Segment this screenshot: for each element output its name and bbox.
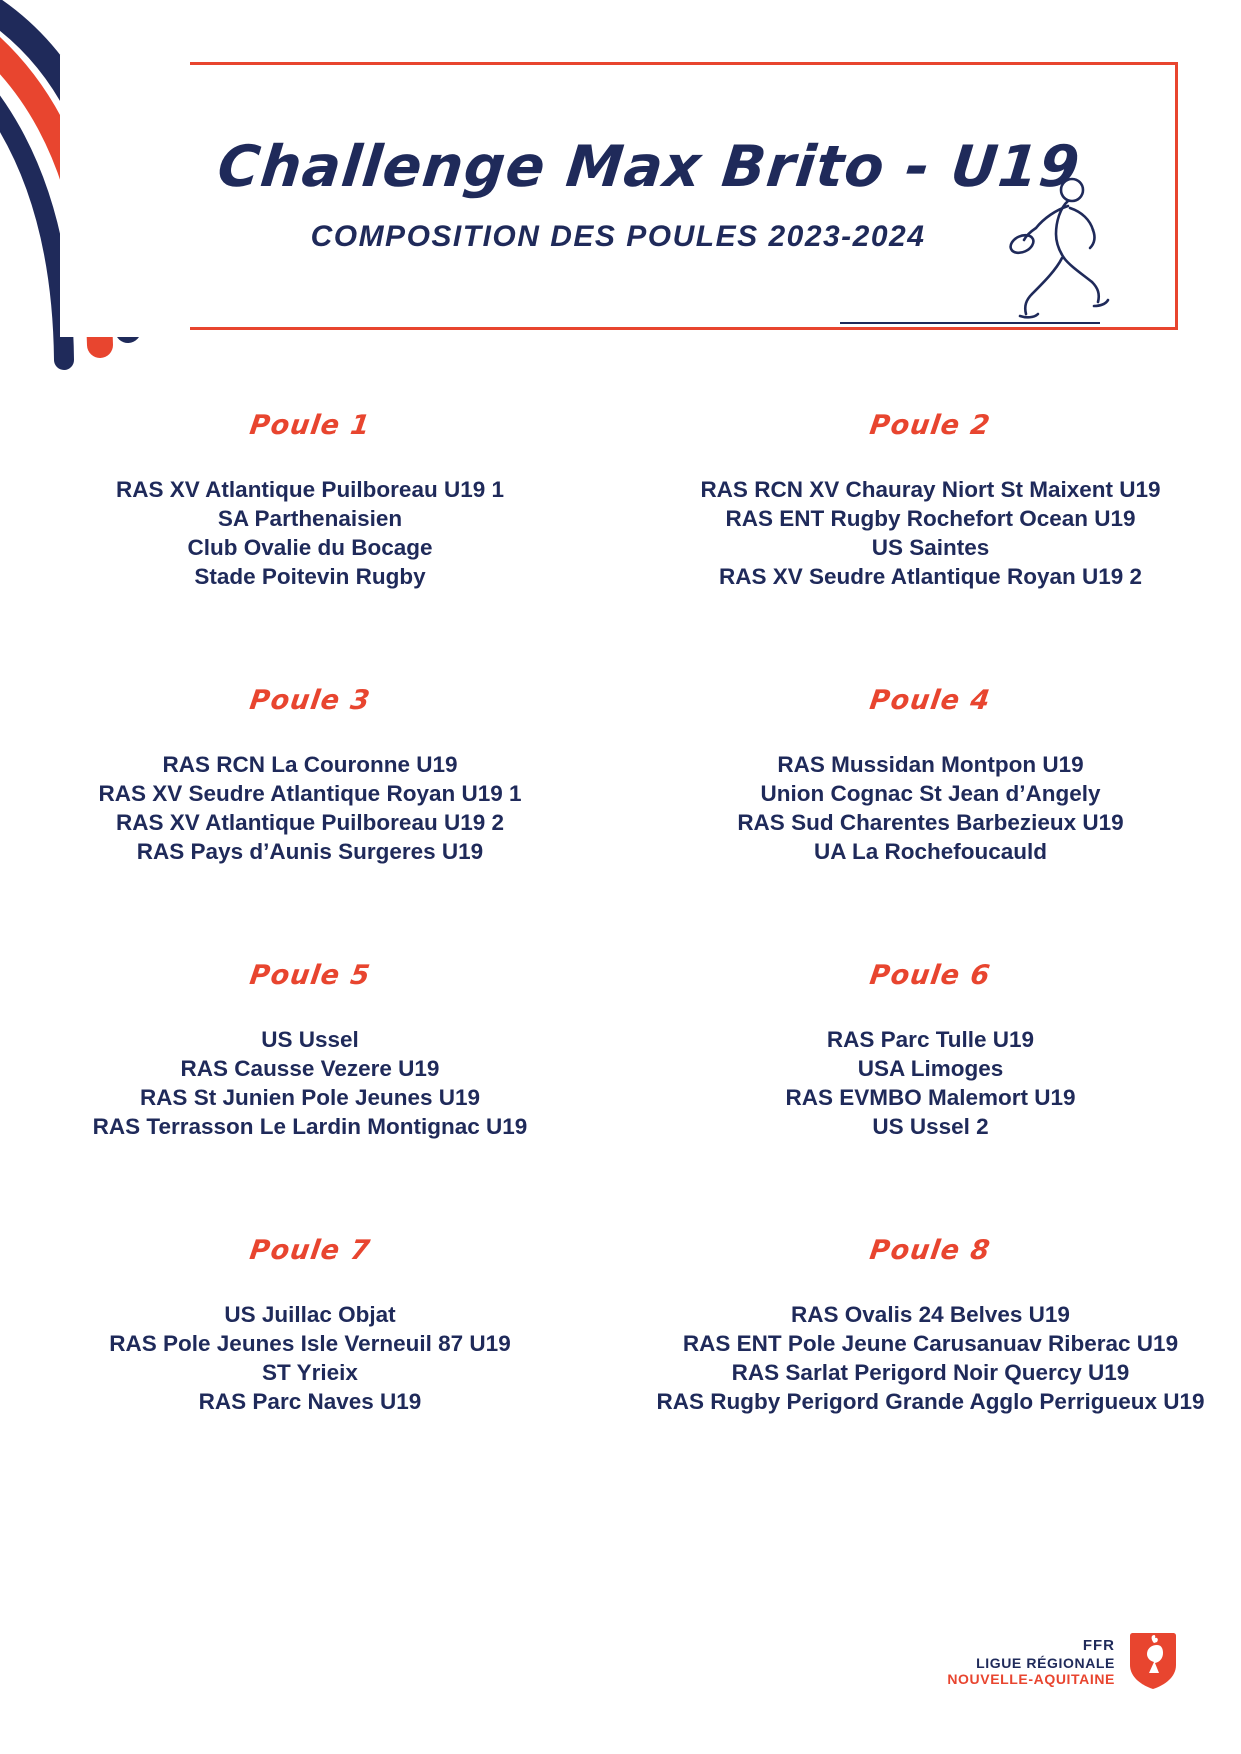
pool-3 [0, 675, 620, 950]
ffr-rooster-icon [1127, 1629, 1179, 1696]
footer-logo [947, 1629, 1179, 1696]
pool-5 [0, 950, 620, 1225]
list-item: RAS XV Atlantique Puilboreau U19 2 [116, 810, 504, 835]
pool-title: Poule 7 [247, 1235, 373, 1266]
list-item: RAS Sarlat Perigord Noir Quercy U19 [731, 1360, 1130, 1385]
list-item: UA La Rochefoucauld [814, 839, 1047, 864]
page-title: Challenge Max Brito - U19 [214, 134, 1084, 200]
footer-ffr-label: FFR [1082, 1637, 1115, 1655]
list-item: RAS XV Seudre Atlantique Royan U19 1 [98, 781, 522, 806]
list-item: RAS Pays d’Aunis Surgeres U19 [136, 839, 484, 864]
pool-team-list [620, 1025, 1241, 1141]
pool-team-list [0, 1025, 620, 1141]
list-item: RAS XV Atlantique Puilboreau U19 1 [116, 477, 504, 502]
list-item: RAS Mussidan Montpon U19 [777, 752, 1084, 777]
pool-team-list [0, 475, 620, 591]
list-item: RAS Pole Jeunes Isle Verneuil 87 U19 [109, 1331, 511, 1356]
list-item: USA Limoges [857, 1056, 1004, 1081]
list-item: RAS Causse Vezere U19 [180, 1056, 440, 1081]
pools-grid [0, 400, 1241, 1500]
footer-league-line1: LIGUE RÉGIONALE [976, 1654, 1115, 1671]
list-item: RAS St Junien Pole Jeunes U19 [139, 1085, 481, 1110]
pool-team-list [620, 750, 1241, 866]
list-item: RAS Rugby Perigord Grande Agglo Perrigueux U19 [656, 1389, 1205, 1414]
list-item: RAS Sud Charentes Barbezieux U19 [737, 810, 1124, 835]
pool-1 [0, 400, 620, 675]
pool-team-list [620, 1300, 1241, 1416]
footer-league-line2: NOUVELLE-AQUITAINE [947, 1671, 1115, 1688]
list-item: RAS RCN XV Chauray Niort St Maixent U19 [700, 477, 1161, 502]
pool-title: Poule 5 [247, 960, 373, 991]
list-item: RAS ENT Pole Jeune Carusanuav Riberac U19 [682, 1331, 1179, 1356]
list-item: RAS Terrasson Le Lardin Montignac U19 [92, 1114, 528, 1139]
pool-6 [620, 950, 1241, 1225]
pool-4 [620, 675, 1241, 950]
page-subtitle: COMPOSITION DES POULES 2023-2024 [310, 220, 926, 253]
pool-title: Poule 3 [247, 685, 373, 716]
list-item: RAS Parc Tulle U19 [826, 1027, 1035, 1052]
list-item: RAS RCN La Couronne U19 [162, 752, 458, 777]
list-item: US Saintes [871, 535, 990, 560]
header-underline [840, 322, 1100, 324]
pool-8 [620, 1225, 1241, 1500]
footer-text [947, 1637, 1115, 1688]
list-item: Stade Poitevin Rugby [194, 564, 426, 589]
list-item: RAS Ovalis 24 Belves U19 [791, 1302, 1070, 1327]
pool-team-list [0, 750, 620, 866]
list-item: SA Parthenaisien [217, 506, 403, 531]
pool-team-list [0, 1300, 620, 1416]
header [68, 62, 1178, 330]
list-item: RAS ENT Rugby Rochefort Ocean U19 [725, 506, 1136, 531]
list-item: Union Cognac St Jean d’Angely [760, 781, 1101, 806]
list-item: RAS XV Seudre Atlantique Royan U19 2 [718, 564, 1143, 589]
pool-title: Poule 8 [868, 1235, 993, 1266]
pool-title: Poule 4 [868, 685, 993, 716]
rugby-player-icon [998, 174, 1118, 324]
list-item: RAS Parc Naves U19 [198, 1389, 422, 1414]
list-item: RAS EVMBO Malemort U19 [785, 1085, 1076, 1110]
list-item: US Ussel [261, 1027, 359, 1052]
list-item: US Ussel 2 [872, 1114, 989, 1139]
list-item: Club Ovalie du Bocage [187, 535, 433, 560]
pool-7 [0, 1225, 620, 1500]
list-item: US Juillac Objat [224, 1302, 396, 1327]
pool-2 [620, 400, 1241, 675]
pool-team-list [620, 475, 1241, 591]
pool-title: Poule 6 [868, 960, 993, 991]
pool-title: Poule 1 [247, 410, 373, 441]
pool-title: Poule 2 [868, 410, 993, 441]
list-item: ST Yrieix [262, 1360, 358, 1385]
